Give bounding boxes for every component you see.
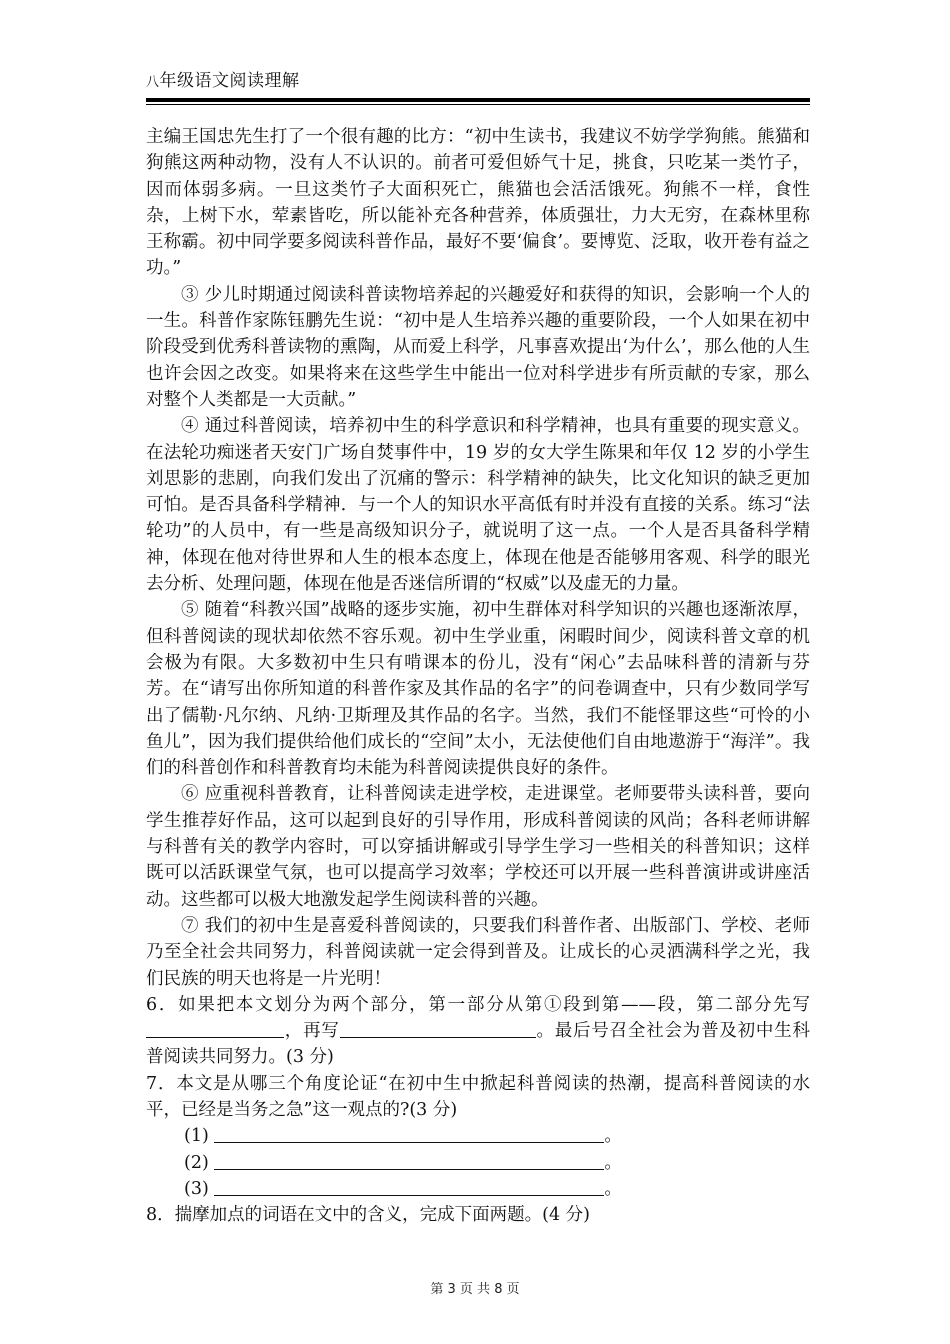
answer-label-1: (1) bbox=[184, 1126, 209, 1147]
paragraph-7: ⑦ 我们的初中生是喜爱科普阅读的，只要我们科普作者、出版部门、学校、老师乃至全社会共同努力，科普阅读就一定会得到普及。让成长的心灵洒满科学之光，我们民族的明天也将是一片光明！ bbox=[146, 915, 810, 989]
question-6 bbox=[146, 992, 810, 1071]
answer-line-2 bbox=[146, 1150, 810, 1176]
answer-line-1 bbox=[146, 1123, 810, 1149]
paragraph-4: ④ 通过科普阅读，培养初中生的科学意识和科学精神，也具有重要的现实意义。在法轮功痴迷者天安门广场自焚事件中，19 岁的女大学生陈果和年仅 12 岁的小学生刘思影的悲剧，向我们发出了沉痛的警示：科学精神的缺失，比文化知识的缺乏更加可怕。是否具备科学精神．与一个人的知识水平高低有时并没有直接的关系。练习“法轮功”的人员中，有一些是高级知识分子，就说明了这一点。一个人是否具备科学精神，体现在他对待世界和人生的根本态度上，体现在他是否能够用客观、科学的眼光去分析、处理问题，体现在他是否迷信所谓的“权威”以及虚无的力量。 bbox=[146, 416, 810, 595]
answer-end-1: 。 bbox=[604, 1126, 622, 1147]
header-grade-prefix: 八 bbox=[146, 75, 160, 90]
answer-end-2: 。 bbox=[604, 1152, 622, 1173]
header-rule-thick bbox=[146, 98, 810, 102]
header-title bbox=[146, 68, 810, 96]
page-footer: 第 3 页 共 8 页 bbox=[430, 1282, 520, 1297]
answer-label-2: (2) bbox=[184, 1152, 209, 1173]
question-8: 8．揣摩加点的词语在文中的含义，完成下面两题。(4 分) bbox=[146, 1205, 590, 1226]
paragraph-5: ⑤ 随着“科教兴国”战略的逐步实施，初中生群体对科学知识的兴趣也逐渐浓厚，但科普阅读的现状却依然不容乐观。初中生学业重，闲暇时间少，阅读科普文章的机会极为有限。大多数初中生只有啃课本的份儿，没有“闲心”去品味科普的清新与芬芳。在“请写出你所知道的科普作家及其作品的名字”的问卷调查中，只有少数同学写出了儒勒·凡尔纳、凡纳·卫斯理及其作品的名字。当然，我们不能怪罪这些“可怜的小鱼儿”，因为我们提供给他们成长的“空间”太小，无法使他们自由地遨游于“海洋”。我们的科普创作和科普教育均未能为科普阅读提供良好的条件。 bbox=[146, 600, 810, 779]
question-6-end: 。最后号召全社会为普及初中生科普阅读共同努力。(3 分) bbox=[146, 1021, 811, 1068]
reading-passage bbox=[146, 124, 810, 1228]
question-6-part1: 6．如果把本文划分为两个部分，第一部分从第①段到第——段，第二部分先写 bbox=[146, 994, 810, 1015]
answer-line-3 bbox=[146, 1176, 810, 1202]
question-6-mid: ，再写 bbox=[284, 1021, 340, 1042]
header-title-text: 年级语文阅读理解 bbox=[159, 71, 300, 91]
question-6-blank-2[interactable] bbox=[340, 1019, 536, 1038]
paragraph-2: 主编王国忠先生打了一个很有趣的比方：“初中生读书，我建议不妨学学狗熊。熊猫和狗熊这两种动物，没有人不认识的。前者可爱但娇气十足，挑食，只吃某一类竹子，因而体弱多病。一旦这类竹子大面积死亡，熊猫也会活活饿死。狗熊不一样，食性杂，上树下水，荤素皆吃，所以能补充各种营养，体质强壮，力大无穷，在森林里称王称霸。初中同学要多阅读科普作品，最好不要‘偏食’。要博览、泛取，收开卷有益之功。” bbox=[146, 127, 810, 279]
answer-blank-3[interactable] bbox=[214, 1177, 604, 1196]
paragraph-6: ⑥ 应重视科普教育，让科普阅读走进学校，走进课堂。老师要带头读科普，要向学生推荐好作品，这可以起到良好的引导作用，形成科普阅读的风尚；各科老师讲解与科普有关的教学内容时，可以穿插讲解或引导学生学习一些相关的科普知识；这样既可以活跃课堂气氛，也可以提高学习效率；学校还可以开展一些科普演讲或讲座活动。这些都可以极大地激发起学生阅读科普的兴趣。 bbox=[146, 784, 810, 910]
answer-blank-2[interactable] bbox=[214, 1151, 604, 1170]
answer-end-3: 。 bbox=[604, 1178, 622, 1199]
page-header bbox=[146, 68, 810, 105]
question-7: 7．本文是从哪三个角度论证“在初中生中掀起科普阅读的热潮，提高科普阅读的水平，已经是当务之急”这一观点的?(3 分) bbox=[146, 1073, 810, 1120]
answer-blank-1[interactable] bbox=[214, 1124, 604, 1143]
paragraph-3: ③ 少儿时期通过阅读科普读物培养起的兴趣爱好和获得的知识，会影响一个人的一生。科普作家陈钰鹏先生说：“初中是人生培养兴趣的重要阶段，一个人如果在初中阶段受到优秀科普读物的熏陶，从而爱上科学，凡事喜欢提出‘为什么’，那么他的人生也许会因之改变。如果将来在这些学生中能出一位对科学进步有所贡献的专家，那么对整个人类都是一大贡献。” bbox=[146, 284, 810, 410]
answer-label-3: (3) bbox=[184, 1178, 209, 1199]
header-rule-thin bbox=[146, 104, 810, 105]
question-6-blank-1[interactable] bbox=[146, 1019, 284, 1038]
